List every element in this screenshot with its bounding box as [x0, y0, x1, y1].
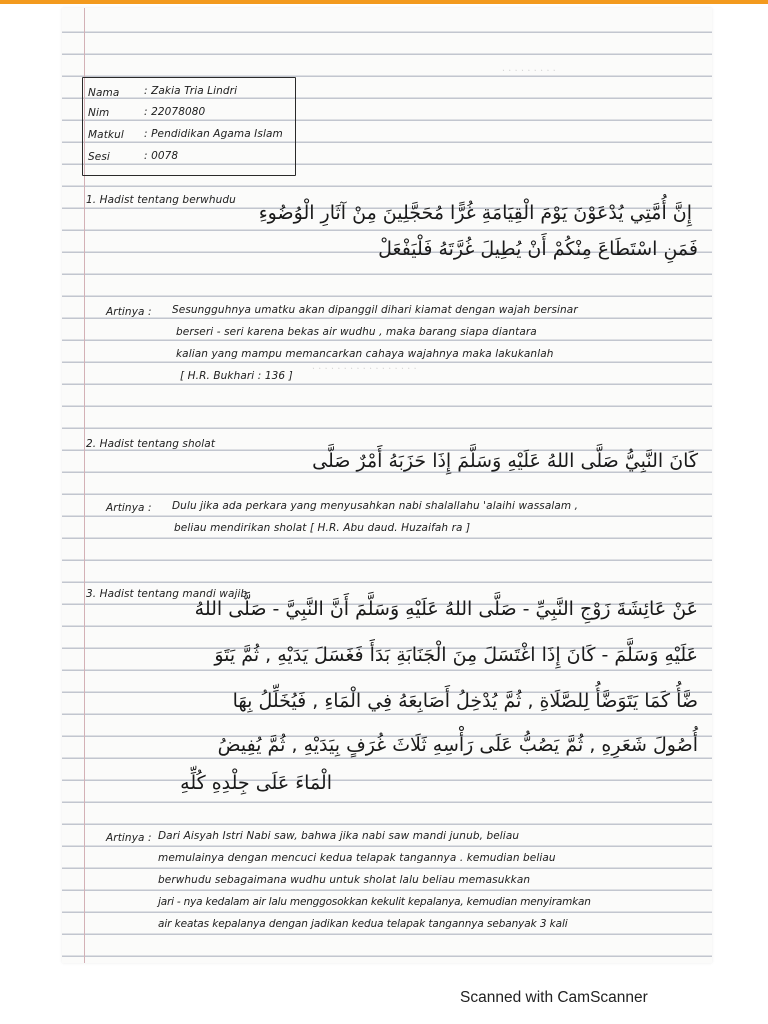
matkul-label: Matkul	[88, 129, 124, 141]
nama-value: : Zakia Tria Lindri	[144, 85, 238, 97]
section-3-arabic-line-3: ضَّأُ كَمَا يَتَوَضَّأُ لِلصَّلَاةِ , ثُمَّ يُدْخِلُ أَصَابِعَهُ فِي الْمَاءِ , فَيُخَلِّلُ بِهَا	[232, 690, 698, 712]
section-3-meaning-line-3: berwhudu sebagaimana wudhu untuk sholat lalu beliau memasukkan	[158, 874, 531, 886]
section-3-arabic-line-5: الْمَاءَ عَلَى جِلْدِهِ كُلِّهِ	[180, 772, 332, 794]
section-3-meaning-line-1: Dari Aisyah Istri Nabi saw, bahwa jika nabi saw mandi junub, beliau	[158, 830, 520, 842]
section-3-arabic-line-1: عَنْ عَائِشَةَ زَوْجِ النَّبِيِّ - صَلَّى اللهُ عَلَيْهِ وَسَلَّمَ أَنَّ النَّبِيَّ - صَلَّى اللهُ	[194, 598, 698, 620]
sesi-value: : 0078	[144, 150, 179, 162]
section-3-meaning-line-5: air keatas kepalanya dengan jadikan kedua telapak tangannya sebanyak 3 kali	[158, 918, 568, 930]
nim-value: : 22078080	[144, 106, 206, 118]
section-1-title: 1. Hadist tentang berwhudu	[86, 194, 236, 206]
notebook-page	[62, 8, 712, 963]
section-3-title: 3. Hadist tentang mandi wajib	[86, 588, 248, 600]
bleed-through-text: · · · · · · · · ·	[502, 66, 557, 77]
section-2-arabic-line-1: كَانَ النَّبِيُّ صَلَّى اللهُ عَلَيْهِ وَسَلَّمَ إِذَا حَزَبَهُ أَمْرٌ صَلَّى	[312, 450, 698, 472]
section-1-meaning-line-1: Sesungguhnya umatku akan dipanggil dihari kiamat dengan wajah bersinar	[172, 304, 578, 316]
section-3-meaning-line-4: jari - nya kedalam air lalu menggosokkan kekulit kepalanya, kemudian menyiramkan	[158, 896, 591, 908]
nama-label: Nama	[88, 87, 120, 99]
section-3-artinya-label: Artinya :	[106, 832, 152, 844]
section-1-arabic-line-2: فَمَنِ اسْتَطَاعَ مِنْكُمْ أَنْ يُطِيلَ غُرَّتَهُ فَلْيَفْعَلْ	[378, 238, 698, 260]
bleed-through-text: · · · · · · · · · · · · · · · · ·	[312, 364, 417, 375]
section-1-meaning-line-3: kalian yang mampu memancarkan cahaya wajahnya maka lakukanlah	[176, 348, 554, 360]
section-2-title: 2. Hadist tentang sholat	[86, 438, 216, 450]
section-1-arabic-line-1: إِنَّ أُمَّتِي يُدْعَوْنَ يَوْمَ الْقِيَامَةِ غُرًّا مُحَجَّلِينَ مِنْ آثَارِ الْوُضُوءِ	[258, 202, 692, 224]
section-3-meaning-line-2: memulainya dengan mencuci kedua telapak tangannya . kemudian beliau	[158, 852, 556, 864]
section-1-meaning-line-4: [ H.R. Bukhari : 136 ]	[180, 370, 293, 382]
camscanner-watermark: Scanned with CamScanner	[460, 989, 648, 1006]
section-3-arabic-line-2: عَلَيْهِ وَسَلَّمَ - كَانَ إِذَا اغْتَسَلَ مِنَ الْجَنَابَةِ بَدَأَ فَغَسَلَ يَدَيْهِ , ثُمَّ يَتَوَ	[214, 644, 698, 666]
section-2-meaning-line-2: beliau mendirikan sholat [ H.R. Abu daud. Huzaifah ra ]	[174, 522, 471, 534]
matkul-value: : Pendidikan Agama Islam	[144, 128, 283, 140]
section-2-artinya-label: Artinya :	[106, 502, 152, 514]
section-1-meaning-line-2: berseri - seri karena bekas air wudhu , maka barang siapa diantara	[176, 326, 537, 338]
section-3-arabic-line-4: أُصُولَ شَعَرِهِ , ثُمَّ يَصُبُّ عَلَى رَأْسِهِ ثَلَاثَ غُرَفٍ بِيَدَيْهِ , ثُمَّ يُفِيضُ	[217, 734, 698, 756]
top-accent-bar	[0, 0, 768, 4]
section-1-artinya-label: Artinya :	[106, 306, 152, 318]
section-2-meaning-line-1: Dulu jika ada perkara yang menyusahkan nabi shalallahu 'alaihi wassalam ,	[172, 500, 579, 512]
nim-label: Nim	[88, 107, 110, 119]
sesi-label: Sesi	[88, 151, 110, 163]
